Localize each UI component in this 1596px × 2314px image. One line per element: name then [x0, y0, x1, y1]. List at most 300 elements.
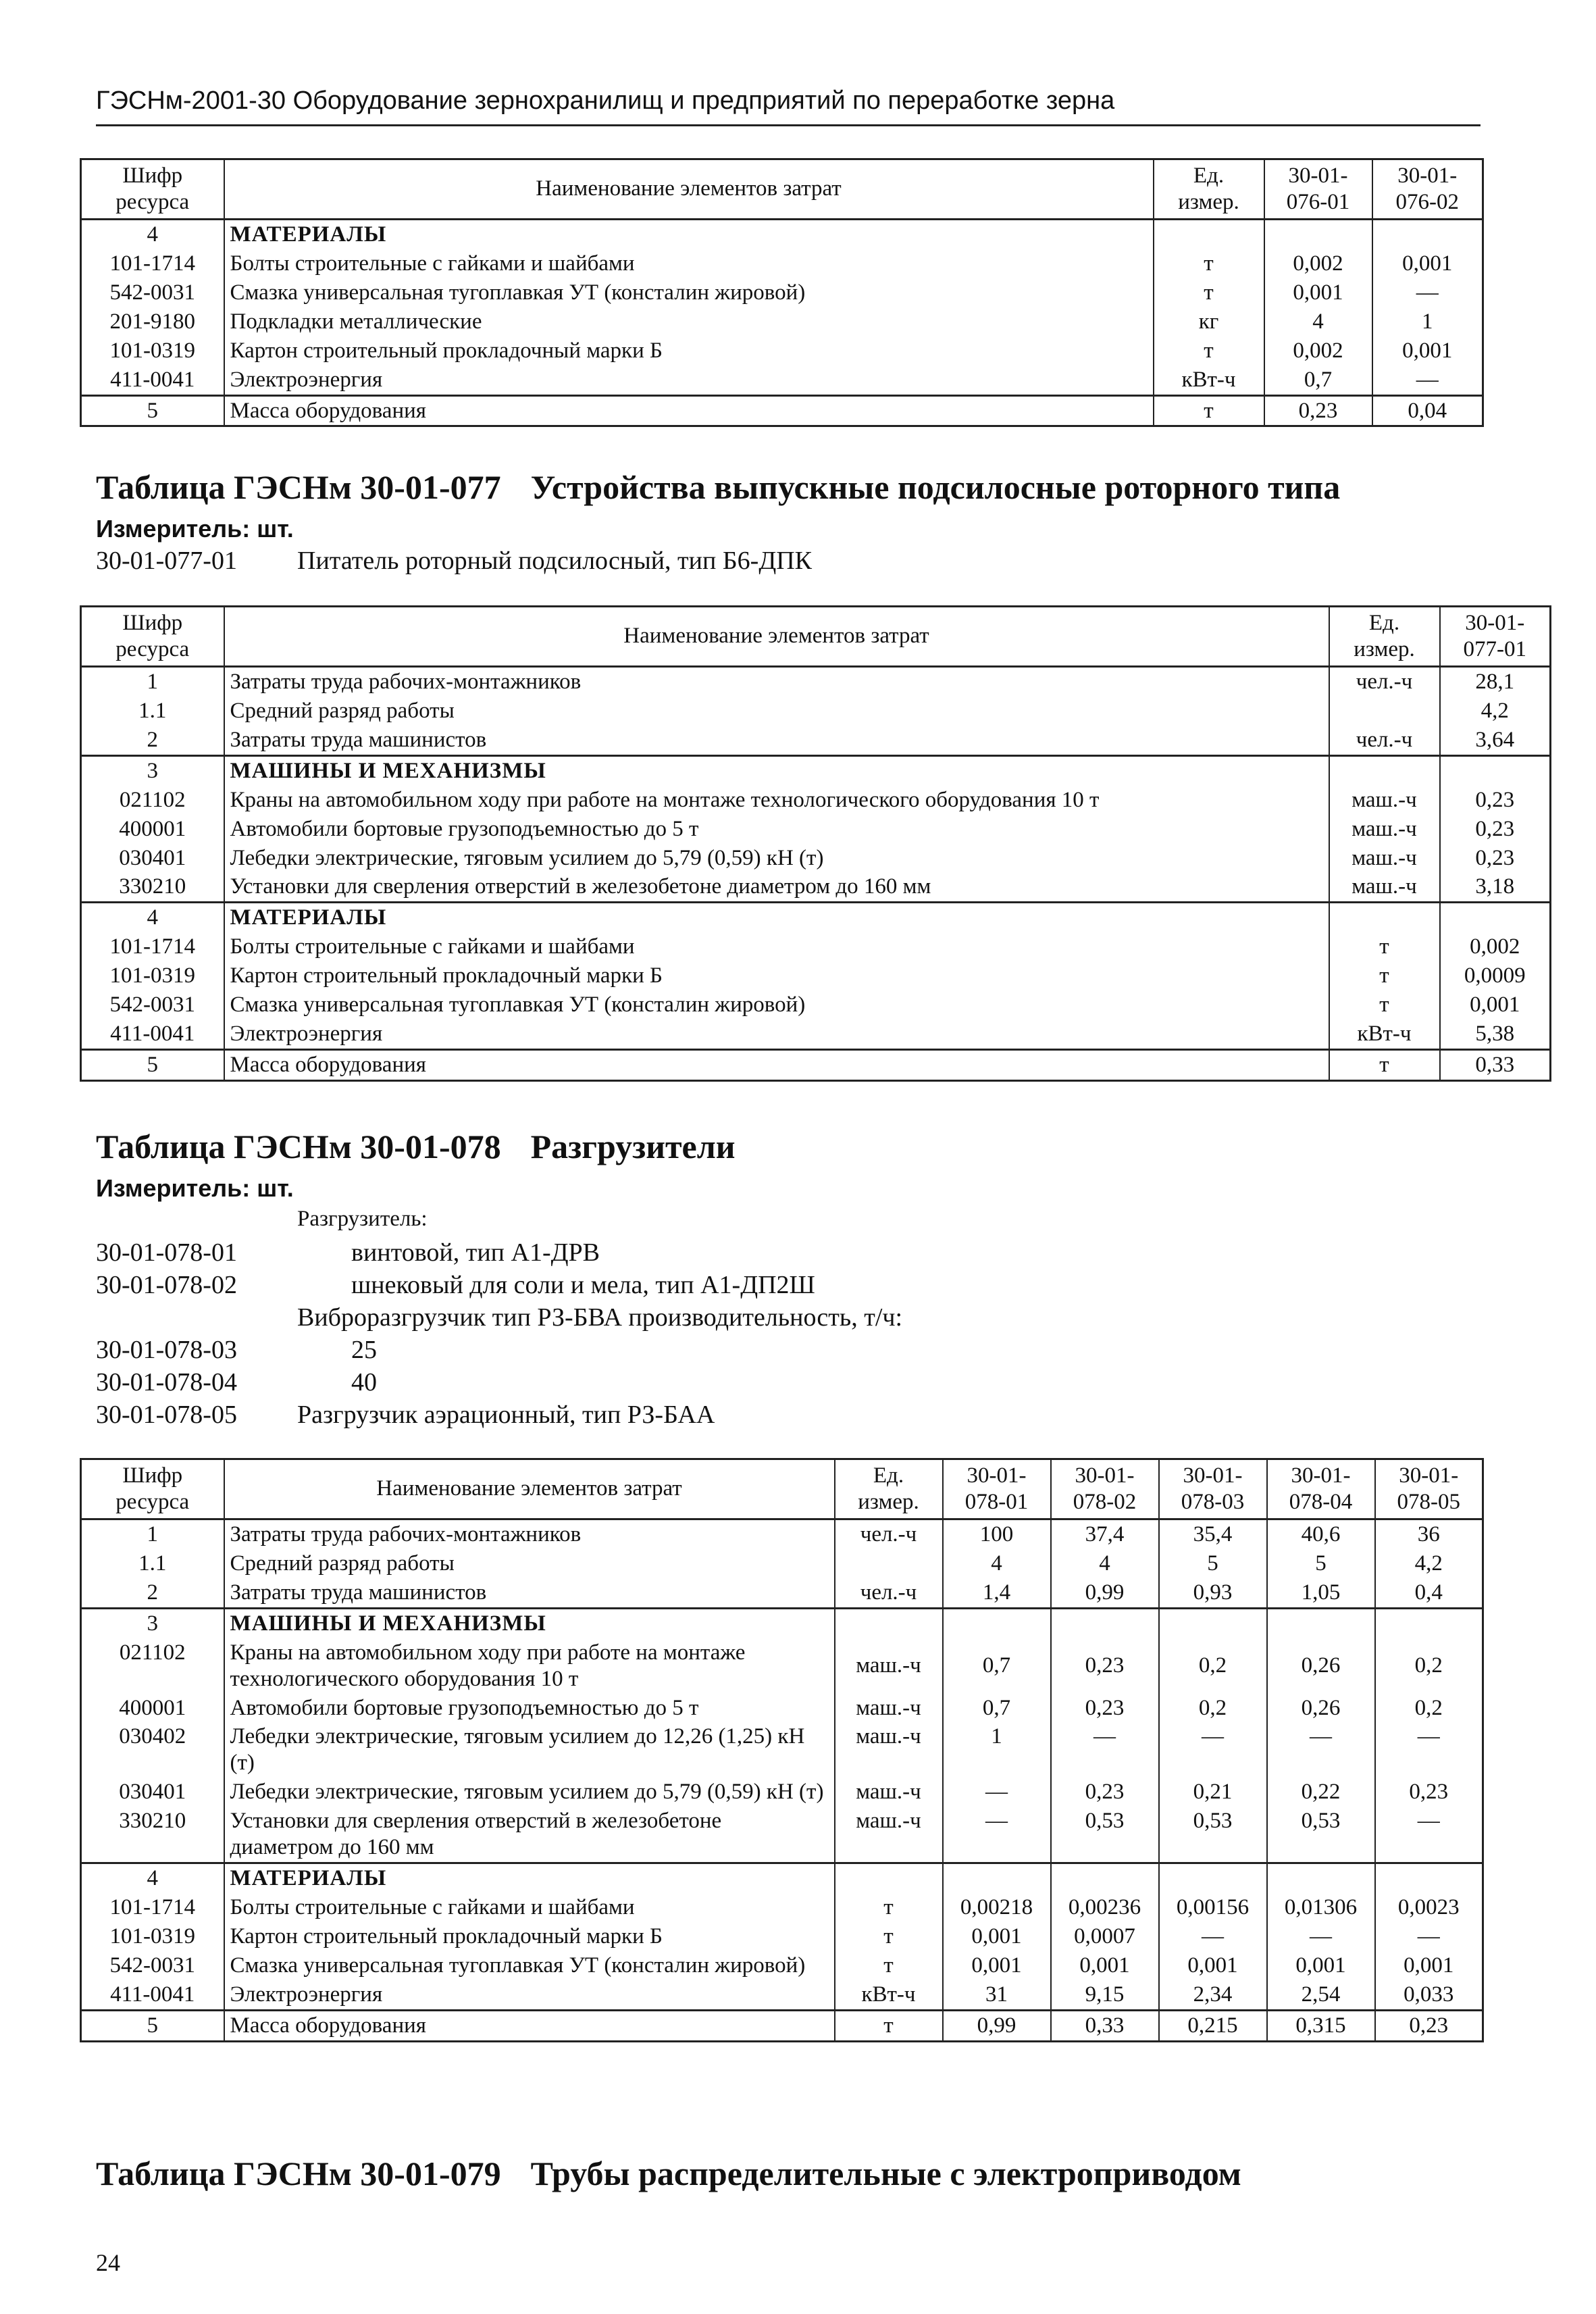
- unit-cell: маш.-ч: [835, 1638, 943, 1694]
- unit-cell: [1329, 755, 1440, 785]
- page-number: 24: [96, 2249, 120, 2276]
- resource-code: 542-0031: [81, 990, 224, 1020]
- value-cell: 0,04: [1372, 395, 1483, 426]
- resource-code: 411-0041: [81, 366, 224, 395]
- value-cell: —: [1375, 1807, 1483, 1863]
- header-col-line2: 078-02: [1073, 1489, 1137, 1514]
- unit-cell: маш.-ч: [1329, 815, 1440, 844]
- table-row: [81, 1020, 1551, 1049]
- cost-item-name: Затраты труда рабочих-монтажников: [224, 666, 1329, 696]
- header-col-3: [1159, 1459, 1267, 1519]
- header-col-line1: 30-01-: [967, 1463, 1027, 1488]
- table-078-meter: Измеритель: шт.: [96, 1174, 294, 1202]
- header-col-line1: 30-01-: [1075, 1463, 1135, 1488]
- value-cell: 28,1: [1440, 666, 1551, 696]
- resource-code: 5: [81, 395, 224, 426]
- table-row: [81, 1578, 1483, 1608]
- section-row: [81, 219, 1483, 249]
- value-cell: 1,05: [1267, 1578, 1375, 1608]
- section-row: [81, 903, 1551, 932]
- header-unit-line2: измер.: [1178, 189, 1239, 214]
- table-079-name: Трубы распределительные с электроприводом: [530, 2155, 1241, 2192]
- value-cell: [1375, 1608, 1483, 1638]
- table-row: [81, 1722, 1483, 1778]
- resource-code: 330210: [81, 1807, 224, 1863]
- value-cell: [1267, 1608, 1375, 1638]
- value-cell: 0,23: [1375, 2010, 1483, 2041]
- unit-cell: маш.-ч: [835, 1778, 943, 1807]
- unit-cell: кг: [1154, 307, 1264, 336]
- table-row: [81, 872, 1551, 902]
- table-079-title: [96, 2154, 1241, 2193]
- table-077-number: Таблица ГЭСНм 30-01-077: [96, 468, 501, 506]
- table-row: [81, 1778, 1483, 1807]
- table-row: [81, 932, 1551, 961]
- value-cell: [1051, 1608, 1159, 1638]
- cost-item-name: Картон строительный прокладочный марки Б: [224, 961, 1329, 990]
- unit-cell: т: [835, 1893, 943, 1922]
- unit-cell: маш.-ч: [835, 1807, 943, 1863]
- value-cell: 2,34: [1159, 1980, 1267, 2010]
- value-cell: —: [1372, 366, 1483, 395]
- table-077-title: [96, 468, 1340, 507]
- header-col-line2: 078-05: [1397, 1489, 1460, 1514]
- unit-cell: т: [835, 1922, 943, 1951]
- value-cell: [1440, 755, 1551, 785]
- table-row: [81, 844, 1551, 873]
- header-unit-line2: измер.: [1354, 636, 1415, 661]
- value-cell: 0,22: [1267, 1778, 1375, 1807]
- header-unit-line1: Ед.: [1193, 164, 1225, 188]
- value-cell: [1375, 1863, 1483, 1893]
- value-cell: 0,23: [1440, 786, 1551, 815]
- item-078-05-text: Разгрузчик аэрационный, тип РЗ-БАА: [297, 1401, 715, 1429]
- cost-item-name: Электроэнергия: [224, 1020, 1329, 1049]
- unit-cell: кВт-ч: [835, 1980, 943, 2010]
- value-cell: 0,4: [1375, 1578, 1483, 1608]
- resource-code: 1.1: [81, 1549, 224, 1578]
- header-col-4: [1267, 1459, 1375, 1519]
- value-cell: 0,00236: [1051, 1893, 1159, 1922]
- unit-cell: т: [1329, 961, 1440, 990]
- cost-item-name: Масса оборудования: [224, 395, 1154, 426]
- unit-cell: чел.-ч: [1329, 666, 1440, 696]
- resource-code: 411-0041: [81, 1020, 224, 1049]
- value-cell: 5: [1159, 1549, 1267, 1578]
- header-row: [81, 1459, 1483, 1519]
- item-077-01-text: Питатель роторный подсилосный, тип Б6-ДПК: [297, 547, 813, 575]
- item-078-04-text: 40: [351, 1368, 377, 1397]
- unit-cell: т: [1329, 932, 1440, 961]
- resource-code: 030402: [81, 1722, 224, 1778]
- value-cell: 37,4: [1051, 1519, 1159, 1549]
- resource-code: 4: [81, 903, 224, 932]
- table-078: [80, 1458, 1484, 2042]
- value-cell: 0,2: [1375, 1694, 1483, 1723]
- table-row: [81, 249, 1483, 278]
- unit-cell: маш.-ч: [835, 1722, 943, 1778]
- header-col-line1: 30-01-: [1183, 1463, 1243, 1488]
- value-cell: 0,00156: [1159, 1893, 1267, 1922]
- value-cell: 0,2: [1159, 1694, 1267, 1723]
- value-cell: 3,18: [1440, 872, 1551, 902]
- header-col-1: [1264, 159, 1372, 220]
- resource-code: 101-0319: [81, 961, 224, 990]
- resource-code: 3: [81, 755, 224, 785]
- value-cell: [1440, 903, 1551, 932]
- value-cell: 4,2: [1375, 1549, 1483, 1578]
- table-row: [81, 307, 1483, 336]
- value-cell: 0,001: [1372, 336, 1483, 366]
- value-cell: 0,00218: [943, 1893, 1051, 1922]
- value-cell: 0,7: [1264, 366, 1372, 395]
- header-col-1: [1440, 607, 1551, 667]
- resource-code: 101-1714: [81, 932, 224, 961]
- value-cell: 1,4: [943, 1578, 1051, 1608]
- value-cell: —: [1375, 1722, 1483, 1778]
- cost-item-name: Краны на автомобильном ходу при работе на монтаже технологического оборудования 10 т: [224, 786, 1329, 815]
- value-cell: 9,15: [1051, 1980, 1159, 2010]
- item-077-01-code: 30-01-077-01: [96, 547, 237, 575]
- unit-cell: [835, 1608, 943, 1638]
- header-col-1: [943, 1459, 1051, 1519]
- resource-code: 030401: [81, 1778, 224, 1807]
- value-cell: 40,6: [1267, 1519, 1375, 1549]
- header-code-line1: Шифр: [122, 611, 183, 635]
- table-row: [81, 666, 1551, 696]
- cost-item-name: Электроэнергия: [224, 1980, 835, 2010]
- value-cell: 0,23: [1440, 844, 1551, 873]
- unit-cell: [835, 1863, 943, 1893]
- value-cell: 0,7: [943, 1638, 1051, 1694]
- table-row: [81, 395, 1483, 426]
- cost-item-name: Затраты труда рабочих-монтажников: [224, 1519, 835, 1549]
- header-unit: [835, 1459, 943, 1519]
- unit-cell: [835, 1549, 943, 1578]
- cost-item-name: Лебедки электрические, тяговым усилием до 5,79 (0,59) кН (т): [224, 844, 1329, 873]
- unit-cell: т: [1154, 395, 1264, 426]
- section-row: [81, 755, 1551, 785]
- value-cell: —: [943, 1778, 1051, 1807]
- cost-item-name: Электроэнергия: [224, 366, 1154, 395]
- value-cell: 0,7: [943, 1694, 1051, 1723]
- header-name: [224, 607, 1329, 667]
- header-code-line2: ресурса: [115, 189, 190, 214]
- header-unit-line2: измер.: [858, 1489, 919, 1514]
- header-code-line2: ресурса: [115, 636, 190, 661]
- table-row: [81, 1922, 1483, 1951]
- header-name-text: Наименование элементов затрат: [376, 1476, 682, 1501]
- item-078-02-text: шнековый для соли и мела, тип А1-ДП2Ш: [351, 1271, 815, 1299]
- value-cell: 0,001: [1440, 990, 1551, 1020]
- section-title: МАШИНЫ И МЕХАНИЗМЫ: [224, 1608, 835, 1638]
- value-cell: 0,23: [1264, 395, 1372, 426]
- cost-item-name: Смазка универсальная тугоплавкая УТ (консталин жировой): [224, 990, 1329, 1020]
- value-cell: 0,2: [1159, 1638, 1267, 1694]
- table-row: [81, 1549, 1483, 1578]
- table-077-name: Устройства выпускные подсилосные роторного типа: [530, 468, 1341, 506]
- value-cell: [1051, 1863, 1159, 1893]
- value-cell: 0,001: [1267, 1951, 1375, 1980]
- header-code-line1: Шифр: [122, 1463, 183, 1488]
- value-cell: 4: [1051, 1549, 1159, 1578]
- value-cell: —: [1159, 1922, 1267, 1951]
- cost-item-name: Болты строительные с гайками и шайбами: [224, 1893, 835, 1922]
- value-cell: 0,2: [1375, 1638, 1483, 1694]
- value-cell: 0,53: [1267, 1807, 1375, 1863]
- value-cell: 0,26: [1267, 1694, 1375, 1723]
- cost-item-name: Картон строительный прокладочный марки Б: [224, 1922, 835, 1951]
- value-cell: 36: [1375, 1519, 1483, 1549]
- cost-item-name: Лебедки электрические, тяговым усилием до 12,26 (1,25) кН (т): [224, 1722, 835, 1778]
- group-label-vibro: Виброразгрузчик тип РЗ-БВА производительность, т/ч:: [297, 1303, 903, 1332]
- header-unit-line1: Ед.: [873, 1463, 904, 1488]
- section-title: МАТЕРИАЛЫ: [224, 903, 1329, 932]
- unit-cell: чел.-ч: [1329, 726, 1440, 755]
- value-cell: [1267, 1863, 1375, 1893]
- value-cell: 0,0007: [1051, 1922, 1159, 1951]
- resource-code: 021102: [81, 786, 224, 815]
- cost-item-name: Средний разряд работы: [224, 697, 1329, 726]
- header-name-text: Наименование элементов затрат: [623, 624, 929, 649]
- header-code: [81, 1459, 224, 1519]
- unit-cell: т: [835, 1951, 943, 1980]
- value-cell: 0,33: [1440, 1050, 1551, 1081]
- value-cell: 1: [1372, 307, 1483, 336]
- resource-code: 201-9180: [81, 307, 224, 336]
- table-078-title: [96, 1127, 736, 1166]
- value-cell: 0,001: [943, 1922, 1051, 1951]
- cost-item-name: Болты строительные с гайками и шайбами: [224, 249, 1154, 278]
- section-title: МАТЕРИАЛЫ: [224, 219, 1154, 249]
- unit-cell: т: [1154, 336, 1264, 366]
- value-cell: —: [1267, 1722, 1375, 1778]
- value-cell: 0,01306: [1267, 1893, 1375, 1922]
- value-cell: 0,93: [1159, 1578, 1267, 1608]
- value-cell: [1264, 219, 1372, 249]
- table-row: [81, 1807, 1483, 1863]
- value-cell: —: [1267, 1922, 1375, 1951]
- value-cell: 0,001: [1159, 1951, 1267, 1980]
- value-cell: 0,002: [1264, 249, 1372, 278]
- value-cell: 0,001: [1375, 1951, 1483, 1980]
- resource-code: 400001: [81, 1694, 224, 1723]
- unit-cell: т: [1154, 278, 1264, 307]
- item-078-03-code: 30-01-078-03: [96, 1336, 237, 1364]
- table-row: [81, 786, 1551, 815]
- header-code: [81, 607, 224, 667]
- header-col-line2: 078-03: [1181, 1489, 1245, 1514]
- header-code-line1: Шифр: [122, 164, 183, 188]
- cost-item-name: Затраты труда машинистов: [224, 1578, 835, 1608]
- value-cell: 0,0009: [1440, 961, 1551, 990]
- header-name-text: Наименование элементов затрат: [536, 176, 842, 201]
- group-label-unloader: Разгрузитель:: [297, 1207, 428, 1231]
- value-cell: 1: [943, 1722, 1051, 1778]
- header-col-2: [1051, 1459, 1159, 1519]
- value-cell: 0,315: [1267, 2010, 1375, 2041]
- table-row: [81, 1050, 1551, 1081]
- value-cell: 0,26: [1267, 1638, 1375, 1694]
- resource-code: 330210: [81, 872, 224, 902]
- value-cell: 0,001: [1051, 1951, 1159, 1980]
- header-code-line2: ресурса: [115, 1489, 190, 1514]
- cost-item-name: Краны на автомобильном ходу при работе на монтаже технологического оборудования 10 т: [224, 1638, 835, 1694]
- resource-code: 101-1714: [81, 249, 224, 278]
- value-cell: —: [1051, 1722, 1159, 1778]
- resource-code: 2: [81, 726, 224, 755]
- resource-code: 411-0041: [81, 1980, 224, 2010]
- running-head: ГЭСНм-2001-30 Оборудование зернохранилищ и предприятий по переработке зерна: [96, 86, 1115, 115]
- cost-item-name: Масса оборудования: [224, 1050, 1329, 1081]
- table-078-name: Разгрузители: [530, 1128, 736, 1165]
- resource-code: 030401: [81, 844, 224, 873]
- header-col-line2: 078-01: [964, 1489, 1029, 1514]
- section-title: МАТЕРИАЛЫ: [224, 1863, 835, 1893]
- unit-cell: маш.-ч: [835, 1694, 943, 1723]
- resource-code: 1.1: [81, 697, 224, 726]
- value-cell: —: [943, 1807, 1051, 1863]
- value-cell: 31: [943, 1980, 1051, 2010]
- unit-cell: маш.-ч: [1329, 872, 1440, 902]
- cost-item-name: Смазка универсальная тугоплавкая УТ (консталин жировой): [224, 1951, 835, 1980]
- table-row: [81, 990, 1551, 1020]
- value-cell: 3,64: [1440, 726, 1551, 755]
- unit-cell: кВт-ч: [1329, 1020, 1440, 1049]
- value-cell: 4: [1264, 307, 1372, 336]
- cost-item-name: Болты строительные с гайками и шайбами: [224, 932, 1329, 961]
- resource-code: 1: [81, 666, 224, 696]
- value-cell: —: [1375, 1922, 1483, 1951]
- value-cell: [943, 1863, 1051, 1893]
- value-cell: 0,002: [1264, 336, 1372, 366]
- resource-code: 101-1714: [81, 1893, 224, 1922]
- table-row: [81, 1980, 1483, 2010]
- cost-item-name: Масса оборудования: [224, 2010, 835, 2041]
- value-cell: 0,23: [1051, 1638, 1159, 1694]
- value-cell: 0,001: [1264, 278, 1372, 307]
- resource-code: 542-0031: [81, 278, 224, 307]
- header-row: [81, 607, 1551, 667]
- resource-code: 101-0319: [81, 1922, 224, 1951]
- unit-cell: т: [1329, 1050, 1440, 1081]
- table-078-number: Таблица ГЭСНм 30-01-078: [96, 1128, 501, 1165]
- header-row: [81, 159, 1483, 220]
- value-cell: 0,23: [1051, 1694, 1159, 1723]
- header-col-line1: 30-01-: [1291, 1463, 1351, 1488]
- header-col-line1: 30-01-: [1288, 164, 1348, 188]
- resource-code: 3: [81, 1608, 224, 1638]
- unit-cell: [1154, 219, 1264, 249]
- value-cell: 4: [943, 1549, 1051, 1578]
- resource-code: 5: [81, 1050, 224, 1081]
- table-row: [81, 1519, 1483, 1549]
- value-cell: 0,033: [1375, 1980, 1483, 2010]
- header-name: [224, 159, 1154, 220]
- section-row: [81, 1608, 1483, 1638]
- table-row: [81, 726, 1551, 755]
- value-cell: 0,53: [1159, 1807, 1267, 1863]
- table-row: [81, 1893, 1483, 1922]
- header-rule: [96, 124, 1481, 126]
- cost-item-name: Картон строительный прокладочный марки Б: [224, 336, 1154, 366]
- resource-code: 4: [81, 1863, 224, 1893]
- header-col-line2: 077-01: [1463, 636, 1526, 661]
- value-cell: 0,53: [1051, 1807, 1159, 1863]
- header-unit: [1154, 159, 1264, 220]
- header-name: [224, 1459, 835, 1519]
- unit-cell: маш.-ч: [1329, 786, 1440, 815]
- value-cell: 0,23: [1440, 815, 1551, 844]
- resource-code: 1: [81, 1519, 224, 1549]
- table-079-number: Таблица ГЭСНм 30-01-079: [96, 2155, 501, 2192]
- resource-code: 2: [81, 1578, 224, 1608]
- value-cell: 0,99: [1051, 1578, 1159, 1608]
- value-cell: [1159, 1608, 1267, 1638]
- resource-code: 542-0031: [81, 1951, 224, 1980]
- cost-item-name: Установки для сверления отверстий в железобетоне диаметром до 160 мм: [224, 1807, 835, 1863]
- cost-item-name: Средний разряд работы: [224, 1549, 835, 1578]
- value-cell: [1159, 1863, 1267, 1893]
- resource-code: 021102: [81, 1638, 224, 1694]
- header-col-line1: 30-01-: [1397, 164, 1458, 188]
- cost-item-name: Установки для сверления отверстий в железобетоне диаметром до 160 мм: [224, 872, 1329, 902]
- table-row: [81, 2010, 1483, 2041]
- value-cell: 0,23: [1051, 1778, 1159, 1807]
- value-cell: —: [1372, 278, 1483, 307]
- resource-code: 4: [81, 219, 224, 249]
- table-row: [81, 697, 1551, 726]
- value-cell: 0,215: [1159, 2010, 1267, 2041]
- item-078-05-code: 30-01-078-05: [96, 1401, 237, 1429]
- value-cell: 0,23: [1375, 1778, 1483, 1807]
- header-col-line2: 076-01: [1286, 189, 1350, 214]
- header-col-line1: 30-01-: [1465, 611, 1525, 635]
- value-cell: 0,0023: [1375, 1893, 1483, 1922]
- table-row: [81, 336, 1483, 366]
- unit-cell: т: [835, 2010, 943, 2041]
- value-cell: 0,001: [943, 1951, 1051, 1980]
- unit-cell: [1329, 903, 1440, 932]
- table-row: [81, 1951, 1483, 1980]
- section-row: [81, 1863, 1483, 1893]
- header-unit-line1: Ед.: [1368, 611, 1400, 635]
- table-077-meter: Измеритель: шт.: [96, 515, 294, 543]
- cost-item-name: Смазка универсальная тугоплавкая УТ (консталин жировой): [224, 278, 1154, 307]
- header-col-line2: 078-04: [1289, 1489, 1353, 1514]
- value-cell: 35,4: [1159, 1519, 1267, 1549]
- value-cell: 0,99: [943, 2010, 1051, 2041]
- resource-code: 5: [81, 2010, 224, 2041]
- section-title: МАШИНЫ И МЕХАНИЗМЫ: [224, 755, 1329, 785]
- cost-item-name: Автомобили бортовые грузоподъемностью до 5 т: [224, 815, 1329, 844]
- table-row: [81, 961, 1551, 990]
- item-078-01-text: винтовой, тип А1-ДРВ: [351, 1238, 600, 1267]
- value-cell: 0,002: [1440, 932, 1551, 961]
- cost-item-name: Автомобили бортовые грузоподъемностью до 5 т: [224, 1694, 835, 1723]
- unit-cell: чел.-ч: [835, 1519, 943, 1549]
- value-cell: 0,001: [1372, 249, 1483, 278]
- value-cell: 5,38: [1440, 1020, 1551, 1049]
- header-col-line1: 30-01-: [1399, 1463, 1459, 1488]
- cost-item-name: Затраты труда машинистов: [224, 726, 1329, 755]
- value-cell: —: [1159, 1722, 1267, 1778]
- header-unit: [1329, 607, 1440, 667]
- header-col-line2: 076-02: [1395, 189, 1459, 214]
- header-code: [81, 159, 224, 220]
- table-076: [80, 158, 1484, 427]
- resource-code: 101-0319: [81, 336, 224, 366]
